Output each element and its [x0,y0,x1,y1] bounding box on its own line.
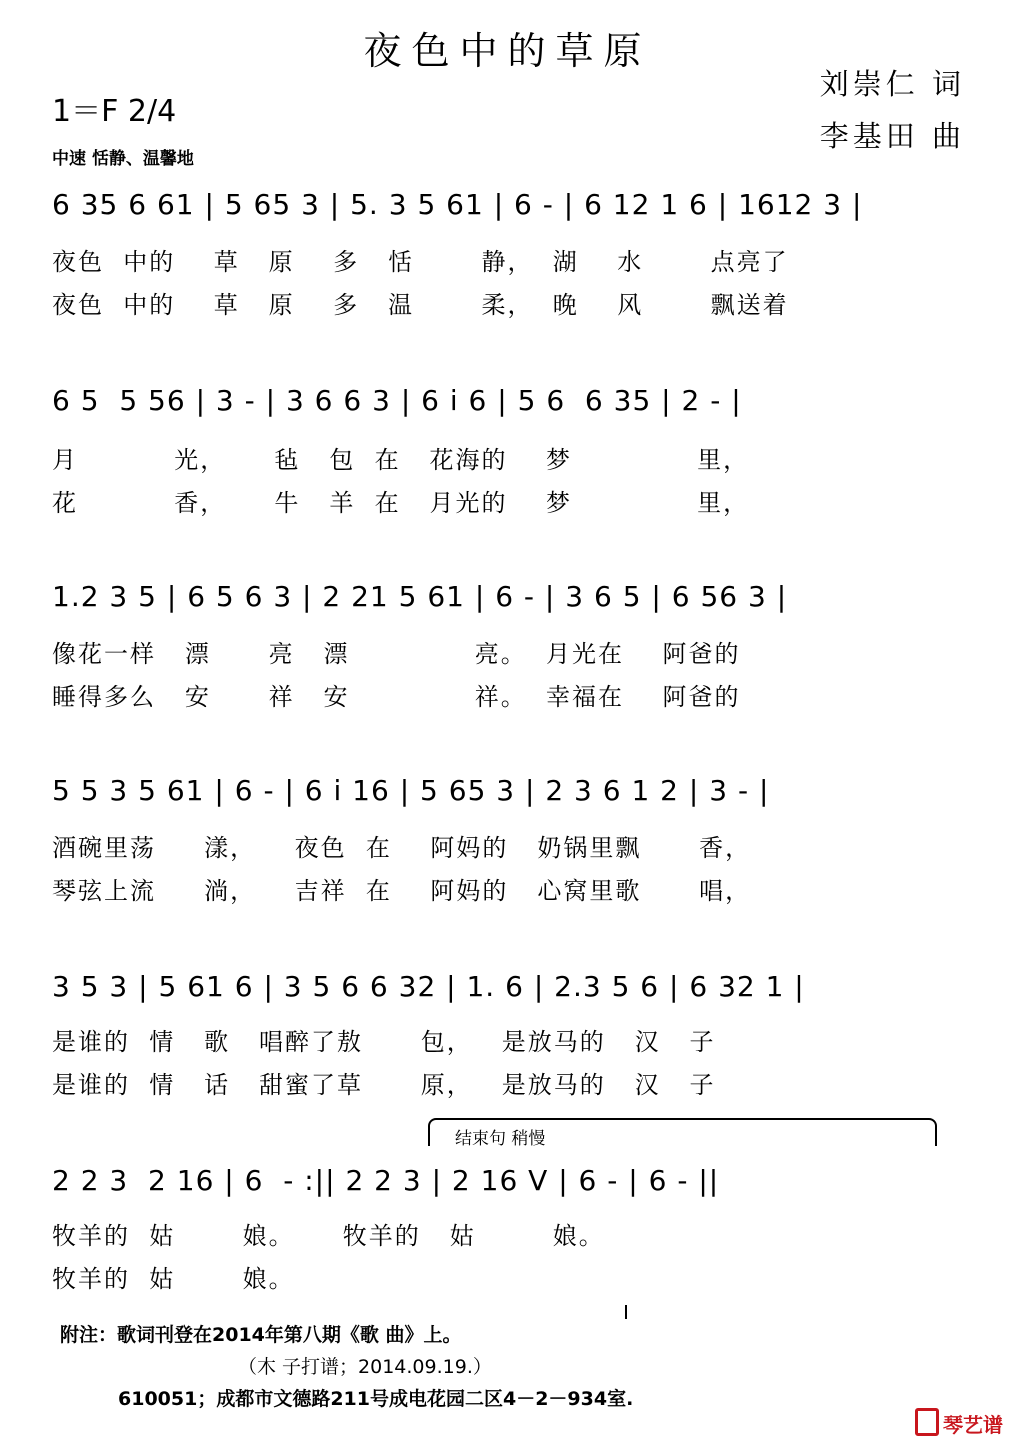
watermark-text: 琴艺谱 [943,1413,1003,1437]
lyrics-block-2 [52,440,749,518]
ending-label: 结束句 稍慢 [455,1129,546,1149]
logo-icon [915,1408,939,1436]
staff-system-5 [40,970,980,1026]
footer-note: 附注：歌词刊登在2014年第八期《歌 曲》上。 [60,1324,462,1346]
lyric-verse-2: 睡得多么 安 祥 安 祥。 幸福在 阿爸的 [52,683,741,711]
staff-system-2 [40,384,980,440]
lyric-verse-1: 是谁的 情 歌 唱醉了敖 包， 是放马的 汉 子 [52,1028,716,1056]
stray-mark [625,1305,627,1319]
notation-line: 3 5 3 | 5 61 6 | 3 5 6 6 32 | 1. 6 | 2.3 5 6 | 6 32 1 | [52,970,805,1003]
lyrics-block-6 [52,1216,605,1294]
footer-address: 610051；成都市文德路211号成电花园二区4－2－934室. [118,1388,634,1410]
notation-line: 1.2 3 5 | 6 5 6 3 | 2 21 5 61 | 6 - | 3 6 5 | 6 56 3 | [52,580,788,613]
watermark-logo [915,1408,1003,1438]
lyrics-block-1 [52,242,789,320]
footer-transcriber: （木 子打谱；2014.09.19.） [238,1356,492,1378]
lyrics-block-5 [52,1022,715,1100]
lyric-verse-1: 酒碗里荡 漾， 夜色 在 阿妈的 奶锅里飘 香， [52,834,752,862]
lyric-verse-2: 牧羊的 姑 娘。 [52,1265,295,1293]
lyric-verse-2: 琴弦上流 淌， 吉祥 在 阿妈的 心窝里歌 唱， [52,877,752,905]
notation-line: 6 5 5 56 | 3 - | 3 6 6 3 | 6 i 6 | 5 6 6 35 | 2 - | [52,384,742,417]
notation-line: 6 35 6 61 | 5 65 3 | 5. 3 5 61 | 6 - | 6 12 1 6 | 1612 3 | [52,188,863,221]
staff-system-4 [40,774,980,830]
lyric-verse-1: 像花一样 漂 亮 漂 亮。 月光在 阿爸的 [52,640,741,668]
lyrics-block-4 [52,828,751,906]
lyric-verse-2: 是谁的 情 话 甜蜜了草 原， 是放马的 汉 子 [52,1071,716,1099]
composer-credit: 李基田 曲 [819,119,965,153]
lyric-verse-1: 夜色 中的 草 原 多 恬 静， 湖 水 点亮了 [52,248,789,276]
lyricist-credit: 刘崇仁 词 [819,67,965,101]
tempo-marking: 中速 恬静、温馨地 [52,149,194,169]
lyric-verse-2: 花 香， 牛 羊 在 月光的 梦 里， [52,489,750,517]
song-title: 夜色中的草原 [363,29,652,73]
key-signature: 1＝F 2/4 [52,94,177,129]
lyrics-block-3 [52,634,741,712]
staff-system-1 [40,188,980,244]
staff-system-6 [40,1164,980,1220]
lyric-verse-1: 月 光， 毡 包 在 花海的 梦 里， [52,446,750,474]
notation-line: 5 5 3 5 61 | 6 - | 6 i 16 | 5 65 3 | 2 3 6 1 2 | 3 - | [52,774,770,807]
lyric-verse-1: 牧羊的 姑 娘。 牧羊的 姑 娘。 [52,1222,605,1250]
notation-line: 2 2 3 2 16 | 6 - :|| 2 2 3 | 2 16 V | 6 - | 6 - || [52,1164,720,1197]
staff-system-3 [40,580,980,636]
lyric-verse-2: 夜色 中的 草 原 多 温 柔， 晚 风 飘送着 [52,291,789,319]
